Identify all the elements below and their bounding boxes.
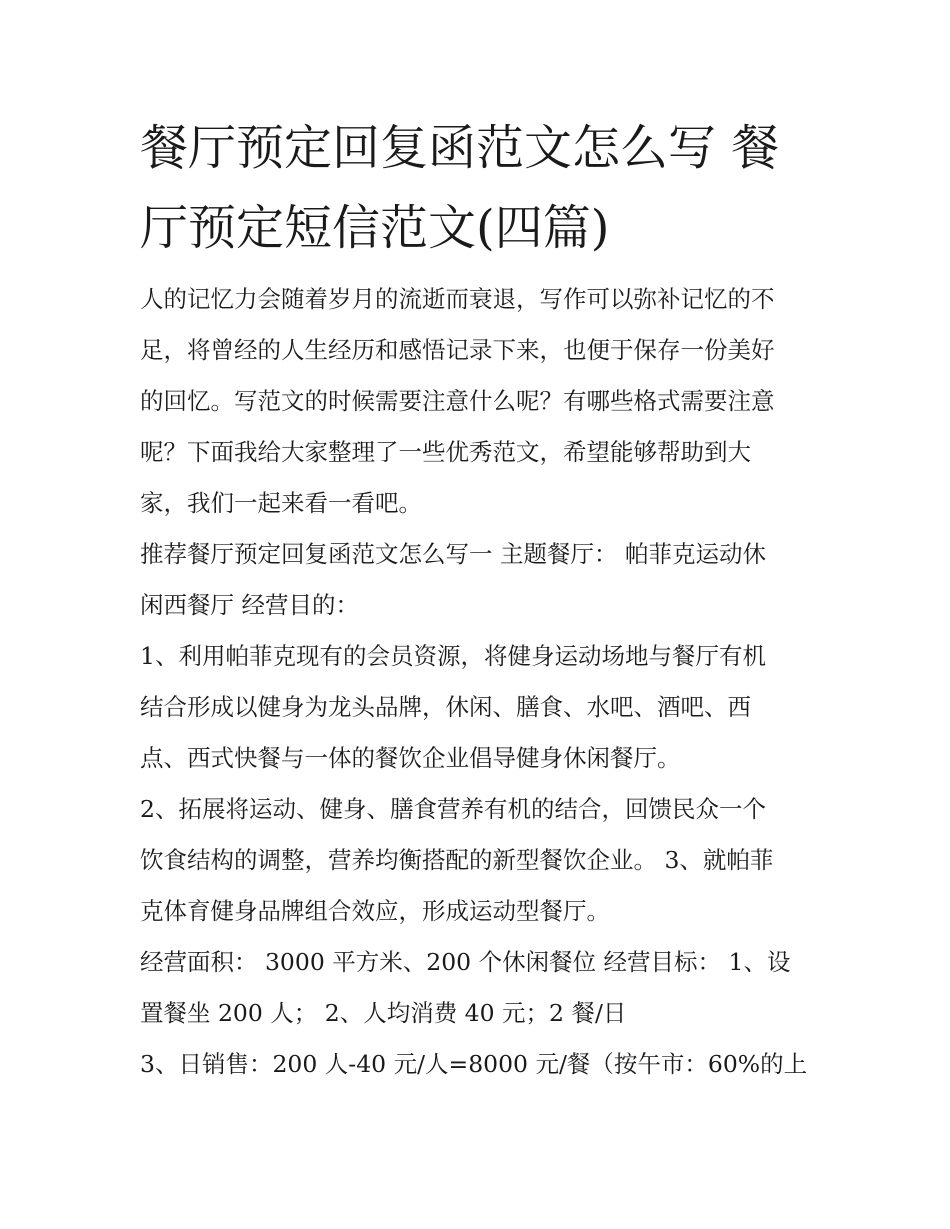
body-line: 3、日销售：200 人-40 元/人=8000 元/餐（按午市：60%的上 — [140, 1050, 808, 1078]
document-title — [140, 108, 820, 268]
body-line: 克体育健身品牌组合效应，形成运动型餐厅。 — [140, 897, 610, 925]
body-line: 闲西餐厅 经营目的： — [140, 591, 359, 619]
body-line: 人的记忆力会随着岁月的流逝而衰退，写作可以弥补记忆的不 — [140, 285, 775, 313]
title-line: 厅预定短信范文(四篇) — [140, 200, 610, 256]
body-line: 结合形成以健身为龙头品牌，休闲、膳食、水吧、酒吧、西 — [140, 693, 751, 721]
body-line: 点、西式快餐与一体的餐饮企业倡导健身休闲餐厅。 — [140, 744, 681, 772]
body-line: 1、利用帕菲克现有的会员资源，将健身运动场地与餐厅有机 — [140, 642, 766, 670]
body-line: 经营面积： 3000 平方米、200 个休闲餐位 经营目标： 1、设 — [140, 948, 791, 976]
body-line: 呢？下面我给大家整理了一些优秀范文，希望能够帮助到大 — [140, 438, 751, 466]
body-line: 饮食结构的调整，营养均衡搭配的新型餐饮企业。 3、就帕菲 — [140, 846, 774, 874]
body-line: 家，我们一起来看一看吧。 — [140, 489, 422, 517]
body-line: 推荐餐厅预定回复函范文怎么写一 主题餐厅： 帕菲克运动休 — [140, 540, 766, 568]
body-line: 2、拓展将运动、健身、膳食营养有机的结合，回馈民众一个 — [140, 795, 766, 823]
body-line: 的回忆。写范文的时候需要注意什么呢？有哪些格式需要注意 — [140, 387, 775, 415]
body-line: 足，将曾经的人生经历和感悟记录下来，也便于保存一份美好 — [140, 336, 775, 364]
title-line: 餐厅预定回复函范文怎么写 餐 — [140, 120, 780, 176]
body-line: 置餐坐 200 人； 2、人均消费 40 元；2 餐/日 — [140, 999, 627, 1027]
